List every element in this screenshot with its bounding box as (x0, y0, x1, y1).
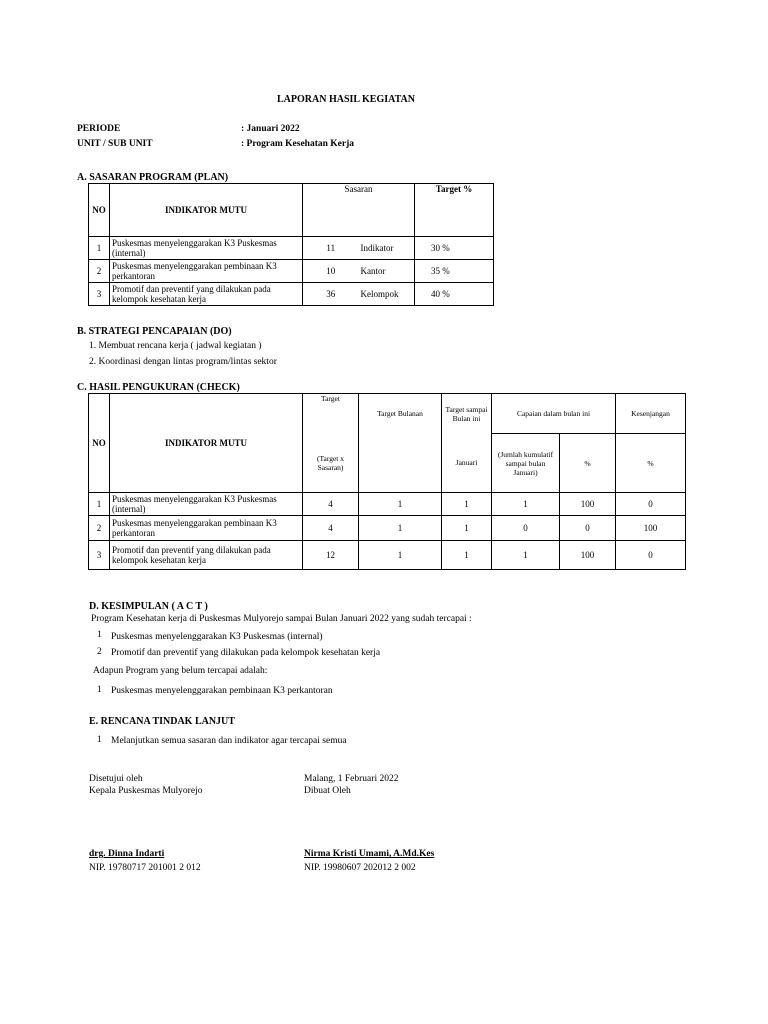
check-row-bulanan: 1 (359, 516, 442, 541)
approved-by-label: Disetujui oleh (89, 774, 143, 784)
check-col-capaian: Capaian dalam bulan ini (492, 394, 616, 434)
not-achieved-no: 1 (97, 685, 102, 695)
check-row-capaian: 1 (492, 493, 560, 516)
check-row-sampai: 1 (442, 516, 492, 541)
approver-title: Kepala Puskesmas Mulyorejo (89, 786, 203, 796)
check-col-jumlah: (Jumlah kumulatif sampai bulan Januari) (492, 434, 560, 493)
approver-nip: NIP. 19780717 201001 2 012 (89, 863, 201, 873)
check-row-target: 4 (303, 516, 359, 541)
plan-row-indikator: Puskesmas menyelenggarakan pembinaan K3 perkantoran (110, 260, 303, 283)
conclusion-intro: Program Kesehatan kerja di Puskesmas Mulyorejo sampai Bulan Januari 2022 yang sudah tercapai : (91, 614, 472, 624)
check-row-persen: 0 (560, 516, 616, 541)
check-row-target: 4 (303, 493, 359, 516)
section-a-heading: A. SASARAN PROGRAM (PLAN) (77, 172, 229, 183)
plan-row-indikator: Puskesmas menyelenggarakan K3 Puskesmas (internal) (110, 237, 303, 260)
check-row-sampai: 1 (442, 541, 492, 570)
check-row-persen: 100 (560, 493, 616, 516)
place-date: Malang, 1 Februari 2022 (304, 774, 399, 784)
plan-row-jumlah: 11 (303, 237, 359, 260)
not-achieved-intro: Adapun Program yang belum tercapai adalah: (93, 666, 268, 676)
strategy-item: 2. Koordinasi dengan lintas program/lintas sektor (89, 357, 277, 367)
plan-row-no: 1 (89, 237, 110, 260)
table-row (89, 516, 686, 541)
check-col-blank (359, 434, 442, 493)
check-col-kesenjangan-sub: % (616, 434, 686, 493)
plan-row-target: 40 % (415, 283, 494, 306)
made-by-label: Dibuat Oleh (304, 786, 351, 796)
plan-col-target: Target % (415, 184, 494, 237)
check-row-kesenjangan: 0 (616, 541, 686, 570)
check-row-no: 3 (89, 541, 110, 570)
followup-item: Melanjutkan semua sasaran dan indikator agar tercapai semua (111, 736, 347, 746)
check-col-target-sampai: Target sampai Bulan ini (442, 394, 492, 434)
section-b-heading: B. STRATEGI PENCAPAIAN (DO) (77, 326, 232, 337)
check-col-no: NO (89, 394, 110, 493)
plan-table (88, 183, 494, 306)
achieved-item: Promotif dan preventif yang dilakukan pada kelompok kesehatan kerja (111, 648, 381, 658)
strategy-item: 1. Membuat rencana kerja ( jadwal kegiatan ) (89, 341, 262, 351)
check-col-target-sub: (Target x Sasaran) (303, 434, 359, 493)
plan-col-indikator: INDIKATOR MUTU (110, 184, 303, 237)
plan-row-no: 2 (89, 260, 110, 283)
report-title: LAPORAN HASIL KEGIATAN (277, 94, 415, 105)
table-row (89, 237, 494, 260)
section-c-heading: C. HASIL PENGUKURAN (CHECK) (77, 382, 240, 393)
plan-row-no: 3 (89, 283, 110, 306)
maker-name: Nirma Kristi Umami, A.Md.Kes (304, 849, 435, 859)
check-row-no: 2 (89, 516, 110, 541)
check-row-sampai: 1 (442, 493, 492, 516)
plan-row-indikator: Promotif dan preventif yang dilakukan pada kelompok kesehatan kerja (110, 283, 303, 306)
plan-row-target: 30 % (415, 237, 494, 260)
check-col-kesenjangan: Kesenjangan (616, 394, 686, 434)
maker-nip: NIP. 19980607 202012 2 002 (304, 863, 416, 873)
plan-row-target: 35 % (415, 260, 494, 283)
check-table (88, 393, 686, 570)
plan-row-jumlah: 10 (303, 260, 359, 283)
check-row-bulanan: 1 (359, 493, 442, 516)
check-row-indikator: Promotif dan preventif yang dilakukan pada kelompok kesehatan kerja (110, 541, 303, 570)
check-row-target: 12 (303, 541, 359, 570)
table-row (89, 541, 686, 570)
approver-name: drg. Dinna Indarti (89, 849, 165, 859)
plan-row-satuan: Kantor (359, 260, 415, 283)
check-row-indikator: Puskesmas menyelenggarakan K3 Puskesmas (internal) (110, 493, 303, 516)
plan-col-sasaran: Sasaran (303, 184, 415, 237)
check-col-persen: % (560, 434, 616, 493)
table-row (89, 260, 494, 283)
check-col-indikator: INDIKATOR MUTU (110, 394, 303, 493)
achieved-no: 2 (97, 647, 102, 657)
plan-row-satuan: Kelompok (359, 283, 415, 306)
check-row-capaian: 1 (492, 541, 560, 570)
check-col-januari: Januari (442, 434, 492, 493)
unit-value: : Program Kesehatan Kerja (241, 139, 355, 149)
achieved-item: Puskesmas menyelenggarakan K3 Puskesmas (internal) (111, 632, 323, 642)
check-row-kesenjangan: 0 (616, 493, 686, 516)
periode-label: PERIODE (77, 124, 121, 134)
achieved-no: 1 (97, 630, 102, 640)
table-row (89, 493, 686, 516)
plan-col-no: NO (89, 184, 110, 237)
check-row-persen: 100 (560, 541, 616, 570)
table-row (89, 283, 494, 306)
not-achieved-item: Puskesmas menyelenggarakan pembinaan K3 perkantoran (111, 686, 333, 696)
check-row-kesenjangan: 100 (616, 516, 686, 541)
check-row-indikator: Puskesmas menyelenggarakan pembinaan K3 perkantoran (110, 516, 303, 541)
check-col-target-bulanan: Target Bulanan (359, 394, 442, 434)
periode-value: : Januari 2022 (241, 124, 300, 134)
check-row-bulanan: 1 (359, 541, 442, 570)
followup-no: 1 (97, 735, 102, 745)
plan-row-jumlah: 36 (303, 283, 359, 306)
check-row-no: 1 (89, 493, 110, 516)
section-d-heading: D. KESIMPULAN ( A C T ) (89, 601, 208, 612)
check-col-target: Target (303, 394, 359, 434)
plan-row-satuan: Indikator (359, 237, 415, 260)
check-row-capaian: 0 (492, 516, 560, 541)
unit-label: UNIT / SUB UNIT (77, 139, 153, 149)
section-e-heading: E. RENCANA TINDAK LANJUT (89, 716, 235, 727)
